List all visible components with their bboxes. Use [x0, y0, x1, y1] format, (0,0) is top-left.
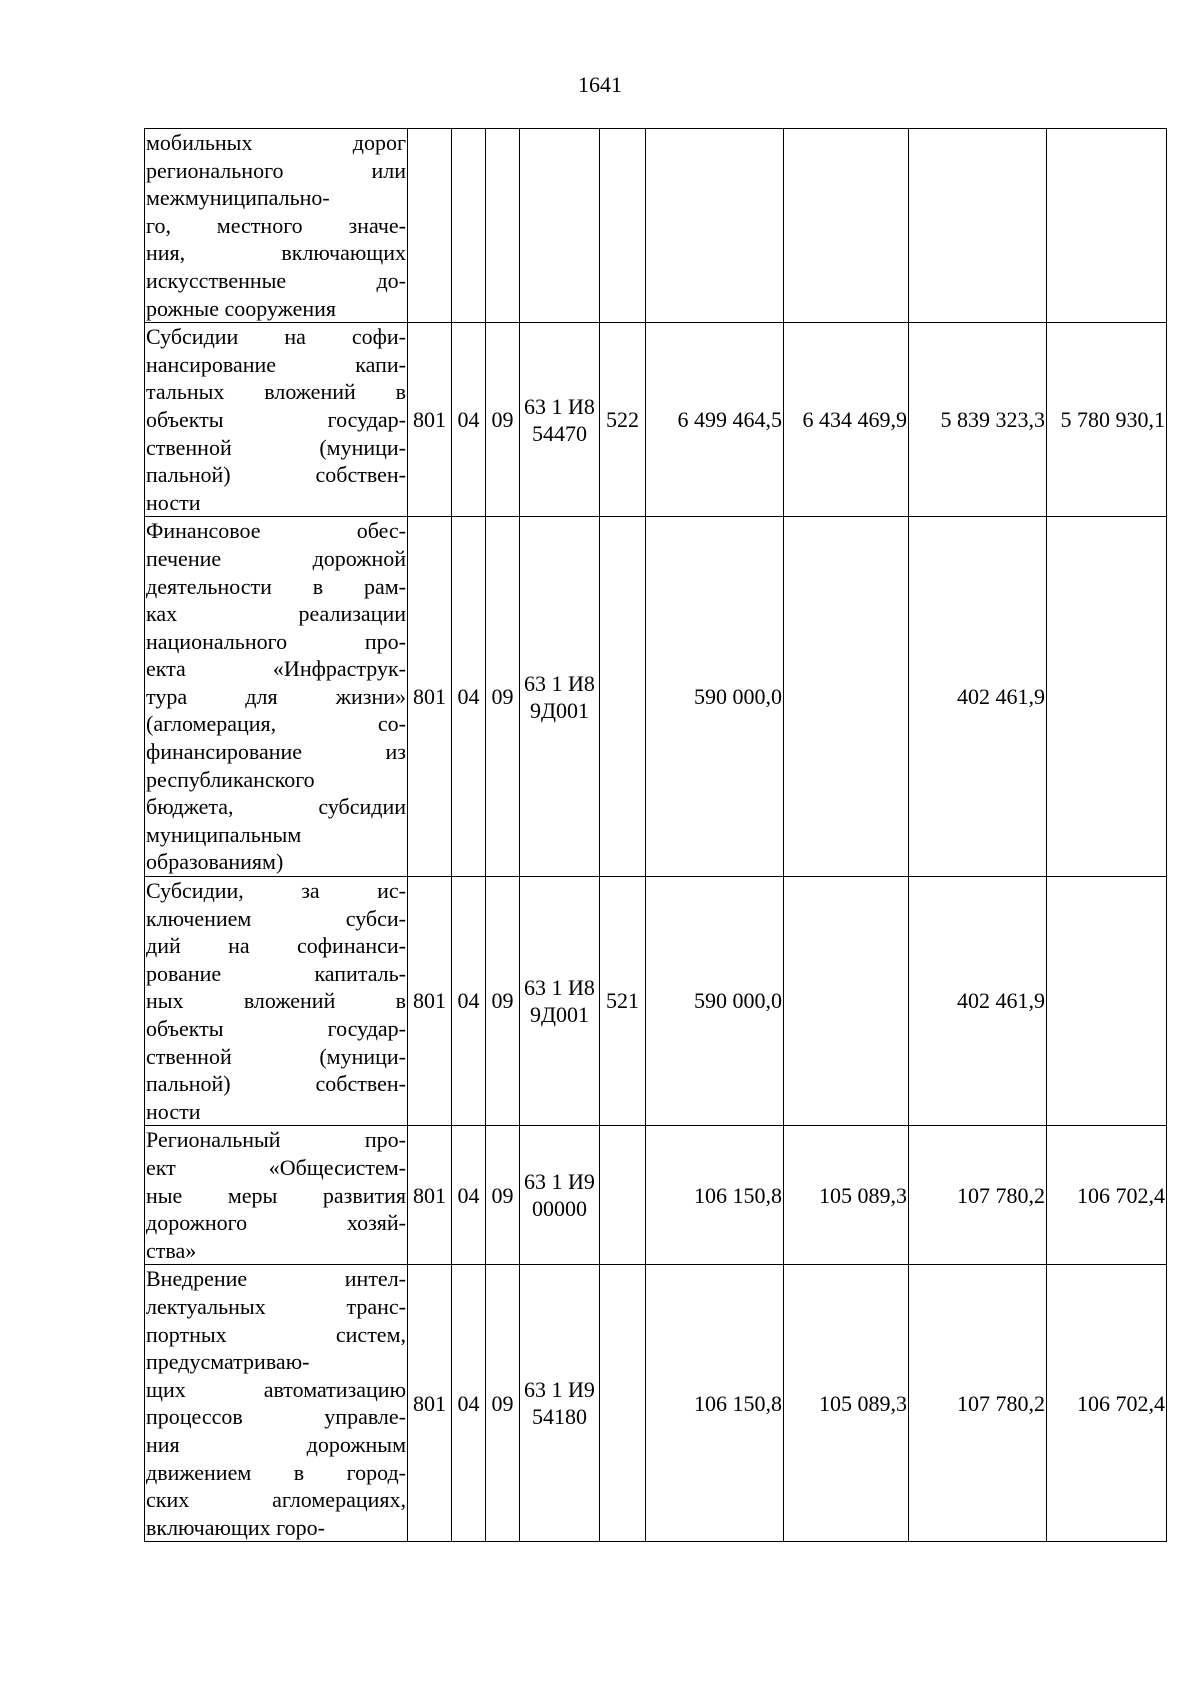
- target-article-cell: [520, 1126, 600, 1265]
- description-line: ные меры развития: [146, 1182, 406, 1208]
- description-line: тура для жизни»: [146, 683, 406, 709]
- description-cell: [145, 323, 408, 517]
- description-line: лектуальных транс-: [146, 1293, 406, 1319]
- description-line: ния, включающих: [146, 240, 406, 266]
- description-line: Финансовое обес-: [146, 518, 406, 544]
- description-line: ских агломерациях,: [146, 1487, 406, 1513]
- subsection-cell: 09: [486, 517, 520, 877]
- ved-cell: 801: [408, 323, 452, 517]
- section-cell: 04: [452, 517, 486, 877]
- section-cell: 04: [452, 1126, 486, 1265]
- ved-cell: 801: [408, 1265, 452, 1542]
- description-line: ственной (муници-: [146, 434, 406, 460]
- target-article-line: 63 1 И8: [524, 670, 595, 696]
- description-line: дорожного хозяй-: [146, 1210, 406, 1236]
- target-article-cell: [520, 323, 600, 517]
- description-line: ности: [146, 1098, 201, 1124]
- section-cell: 04: [452, 323, 486, 517]
- target-article-line: 63 1 И8: [524, 393, 595, 419]
- description-line: тальных вложений в: [146, 379, 406, 405]
- amount-cell-3: 402 461,9: [909, 877, 1047, 1126]
- amount-cell-3: 402 461,9: [909, 517, 1047, 877]
- ved-cell: 801: [408, 1126, 452, 1265]
- description-line: Субсидии на софи-: [146, 324, 406, 350]
- description-line: Внедрение интел-: [146, 1266, 406, 1292]
- description-line: образованиям): [146, 849, 284, 875]
- description-line: объекты государ-: [146, 406, 406, 432]
- description-line: ках реализации: [146, 601, 406, 627]
- subsection-cell: [486, 129, 520, 323]
- amount-cell-2: 6 434 469,9: [784, 323, 909, 517]
- description-line: объекты государ-: [146, 1016, 406, 1041]
- ved-cell: [408, 129, 452, 323]
- amount-cell-2: 105 089,3: [784, 1126, 909, 1265]
- description-line: ственной (муници-: [146, 1043, 406, 1069]
- description-line: межмуниципально-: [146, 185, 330, 211]
- amount-cell-4: [1047, 129, 1167, 323]
- ved-cell: 801: [408, 517, 452, 877]
- description-line: бюджета, субсидии: [146, 794, 406, 820]
- description-line: ных вложений в: [146, 988, 406, 1014]
- target-article-line: 9Д001: [529, 697, 589, 723]
- amount-cell-2: [784, 877, 909, 1126]
- description-line: регионального или: [146, 157, 406, 183]
- target-article-cell: [520, 1265, 600, 1542]
- expense-type-cell: 521: [600, 877, 646, 1126]
- description-line: ключением субси-: [146, 905, 406, 931]
- amount-cell-4: [1047, 877, 1167, 1126]
- description-line: рование капиталь-: [146, 960, 406, 986]
- section-cell: 04: [452, 1265, 486, 1542]
- description-line: финансирование из: [146, 739, 406, 765]
- description-cell: [145, 1126, 408, 1265]
- description-line: нансирование капи-: [146, 351, 406, 377]
- amount-cell-4: 106 702,4: [1047, 1265, 1167, 1542]
- section-cell: [452, 129, 486, 323]
- target-article-line: 63 1 И9: [524, 1377, 595, 1403]
- description-line: ния дорожным: [146, 1431, 406, 1457]
- description-line: процессов управле-: [146, 1404, 406, 1430]
- table-row: [145, 1265, 1167, 1542]
- amount-cell-3: [909, 129, 1047, 323]
- description-line: ект «Общесистем-: [146, 1154, 406, 1180]
- description-line: предусматриваю-: [146, 1349, 310, 1375]
- amount-cell-3: 107 780,2: [909, 1126, 1047, 1265]
- subsection-cell: 09: [486, 1265, 520, 1542]
- subsection-cell: 09: [486, 1126, 520, 1265]
- expense-type-cell: [600, 1126, 646, 1265]
- description-line: (агломерация, со-: [146, 711, 406, 737]
- description-line: щих автоматизацию: [146, 1376, 406, 1402]
- amount-cell-4: 106 702,4: [1047, 1126, 1167, 1265]
- ved-cell: 801: [408, 877, 452, 1126]
- description-line: пальной) собствен-: [146, 1071, 406, 1097]
- target-article-line: 63 1 И9: [524, 1169, 595, 1195]
- table-body: [145, 129, 1167, 1542]
- description-line: Субсидии, за ис-: [146, 878, 406, 904]
- target-article-line: 54470: [532, 420, 587, 446]
- description-line: деятельности в рам-: [146, 573, 406, 599]
- expense-type-cell: [600, 517, 646, 877]
- expense-type-cell: 522: [600, 323, 646, 517]
- subsection-cell: 09: [486, 877, 520, 1126]
- description-line: движением в город-: [146, 1459, 406, 1485]
- description-line: искусственные до-: [146, 267, 406, 293]
- description-cell: [145, 517, 408, 877]
- section-cell: 04: [452, 877, 486, 1126]
- description-cell: [145, 1265, 408, 1542]
- table-row: [145, 323, 1167, 517]
- description-line: Региональный про-: [146, 1127, 406, 1153]
- amount-cell-2: 105 089,3: [784, 1265, 909, 1542]
- amount-cell-3: 5 839 323,3: [909, 323, 1047, 517]
- description-line: дий на софинанси-: [146, 933, 406, 959]
- description-line: печение дорожной: [146, 545, 406, 571]
- description-line: мобильных дорог: [146, 130, 406, 155]
- page-number: 1641: [578, 72, 622, 97]
- target-article-line: 63 1 И8: [524, 975, 595, 1001]
- description-line: го, местного значе-: [146, 212, 406, 238]
- table-row: [145, 877, 1167, 1126]
- description-line: ности: [146, 489, 201, 515]
- description-line: ства»: [146, 1237, 197, 1263]
- description-line: екта «Инфраструк-: [146, 656, 406, 682]
- target-article-cell: [520, 129, 600, 323]
- budget-table: [144, 128, 1167, 1542]
- target-article-cell: [520, 877, 600, 1126]
- amount-cell-1: 590 000,0: [646, 877, 784, 1126]
- amount-cell-1: 106 150,8: [646, 1265, 784, 1542]
- description-line: муниципальным: [146, 821, 302, 847]
- amount-cell-1: 106 150,8: [646, 1126, 784, 1265]
- expense-type-cell: [600, 1265, 646, 1542]
- description-line: включающих горо-: [146, 1514, 325, 1540]
- target-article-line: 00000: [532, 1196, 587, 1222]
- table-row: [145, 517, 1167, 877]
- amount-cell-1: 590 000,0: [646, 517, 784, 877]
- table-row: [145, 129, 1167, 323]
- description-line: рожные сооружения: [146, 295, 336, 321]
- target-article-cell: [520, 517, 600, 877]
- description-line: национального про-: [146, 628, 406, 654]
- amount-cell-1: 6 499 464,5: [646, 323, 784, 517]
- amount-cell-3: 107 780,2: [909, 1265, 1047, 1542]
- amount-cell-1: [646, 129, 784, 323]
- description-line: пальной) собствен-: [146, 462, 406, 488]
- description-cell: [145, 129, 408, 323]
- amount-cell-2: [784, 517, 909, 877]
- subsection-cell: 09: [486, 323, 520, 517]
- amount-cell-2: [784, 129, 909, 323]
- expense-type-cell: [600, 129, 646, 323]
- description-line: портных систем,: [146, 1321, 406, 1347]
- description-line: республиканского: [146, 766, 315, 792]
- target-article-line: 9Д001: [529, 1002, 589, 1028]
- description-cell: [145, 877, 408, 1126]
- amount-cell-4: 5 780 930,1: [1047, 323, 1167, 517]
- target-article-line: 54180: [532, 1404, 587, 1430]
- table-row: [145, 1126, 1167, 1265]
- amount-cell-4: [1047, 517, 1167, 877]
